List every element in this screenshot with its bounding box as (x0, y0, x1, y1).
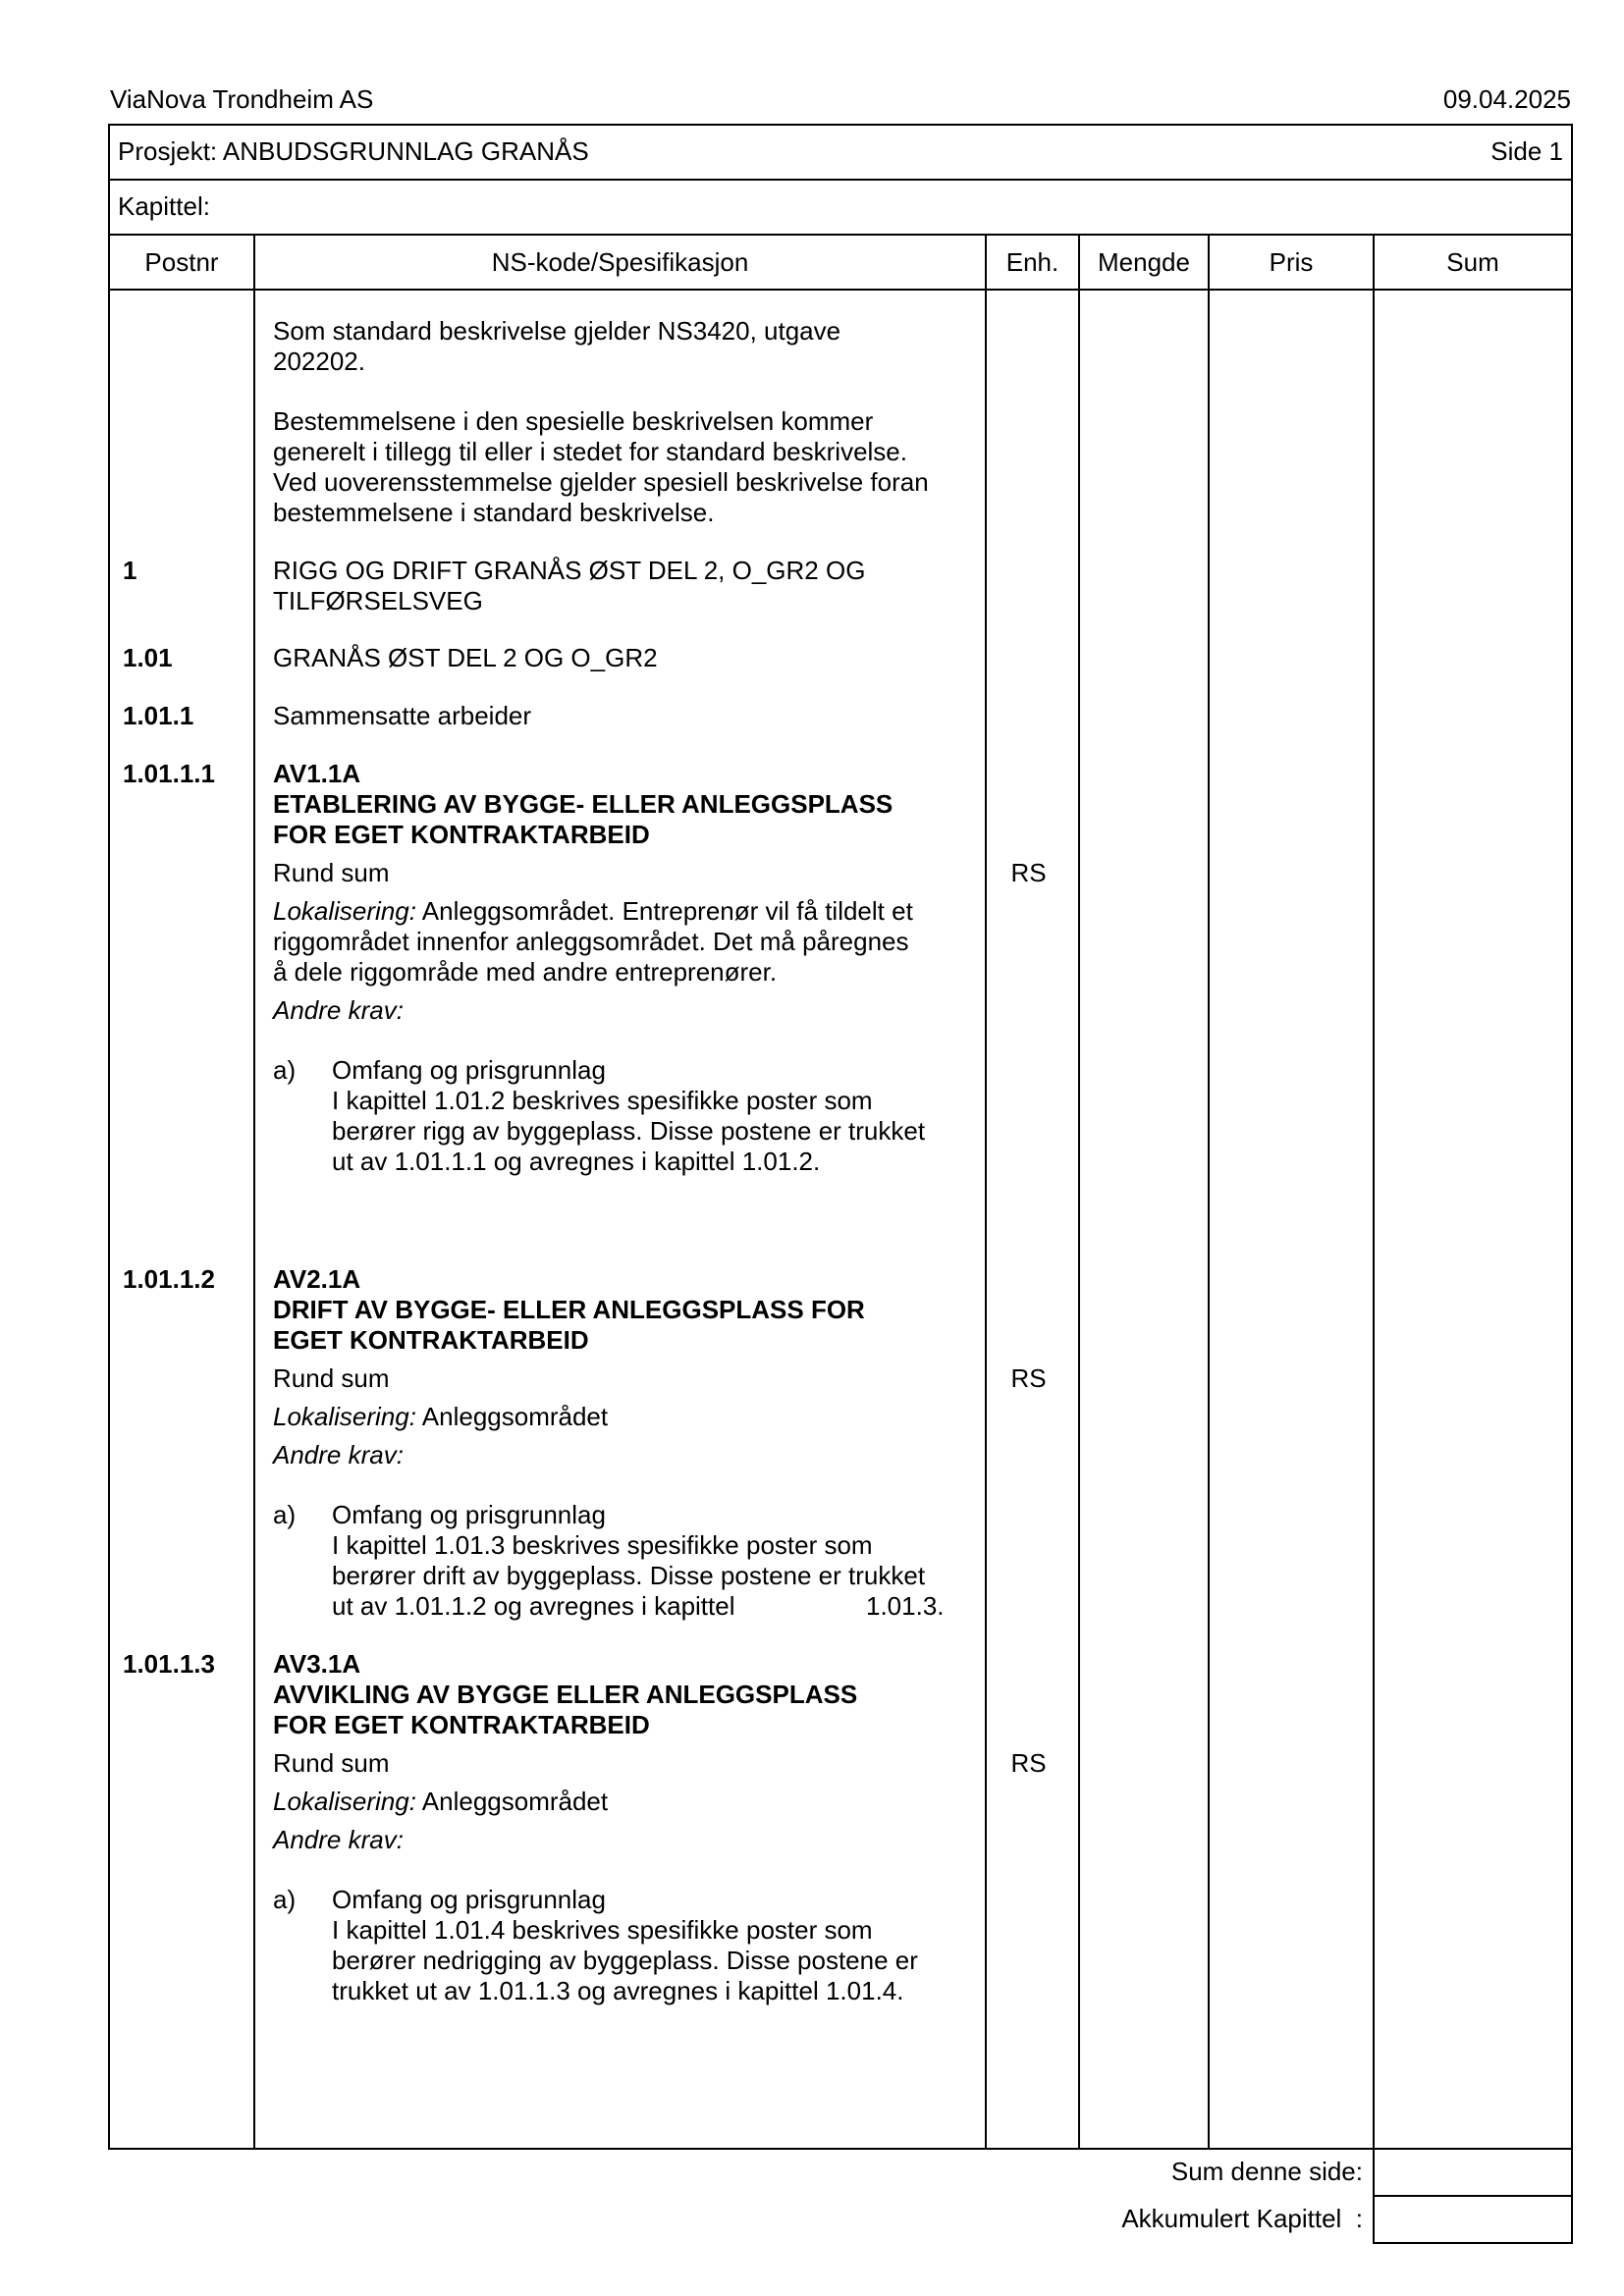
accumulated-label: Akkumulert Kapittel : (1121, 2204, 1363, 2233)
intro-line: Ved uoverensstemmelse gjelder spesiell beskrivelse foran (273, 467, 929, 497)
list-text: I kapittel 1.01.3 beskrives spesifikke poster som (332, 1530, 873, 1560)
ns-code: AV3.1A (273, 1649, 361, 1679)
item-title: ETABLERING AV BYGGE- ELLER ANLEGGSPLASS (273, 789, 893, 819)
andre-krav-label: Andre krav: (273, 1825, 404, 1854)
lokalisering-text: Anleggsområdet. Entreprenør vil få tildelt et (421, 896, 913, 926)
list-text: berører rigg av byggeplass. Disse postene er trukket (332, 1116, 926, 1146)
item-title: EGET KONTRAKTARBEID (273, 1325, 589, 1355)
lokalisering-text: å dele riggområde med andre entreprenører. (273, 957, 778, 987)
lokalisering-line (273, 1402, 982, 1432)
list-title: Omfang og prisgrunnlag (332, 1055, 606, 1085)
item-title: AVVIKLING AV BYGGE ELLER ANLEGGSPLASS (273, 1680, 858, 1709)
lokalisering-label: Lokalisering: (273, 1402, 416, 1431)
list-label: a) (273, 1055, 297, 1085)
ns-code: AV1.1A (273, 759, 361, 788)
andre-krav-label: Andre krav: (273, 995, 404, 1025)
list-text: trukket ut av 1.01.1.3 og avregnes i kapittel 1.01.4. (332, 1976, 904, 2005)
col-header-sum: Sum (1446, 247, 1499, 277)
project-title: Prosjekt: ANBUDSGRUNNLAG GRANÅS (118, 136, 589, 166)
lokalisering-line (273, 1787, 982, 1817)
post-number: 1.01 (123, 643, 173, 672)
list-label: a) (273, 1885, 297, 1914)
heading-text: RIGG OG DRIFT GRANÅS ØST DEL 2, O_GR2 OG (273, 556, 866, 585)
list-text: berører drift av byggeplass. Disse postene er trukket (332, 1561, 926, 1590)
list-title: Omfang og prisgrunnlag (332, 1885, 606, 1914)
item-title: DRIFT AV BYGGE- ELLER ANLEGGSPLASS FOR (273, 1295, 865, 1324)
accumulated-value (1375, 2197, 1571, 2242)
heading-text: TILFØRSELSVEG (273, 586, 483, 615)
col-header-spec: NS-kode/Spesifikasjon (491, 247, 749, 277)
list-text: ut av 1.01.1.2 og avregnes i kapittel (332, 1591, 735, 1621)
intro-line: 202202. (273, 347, 365, 376)
rund-sum: Rund sum (273, 1363, 390, 1393)
lokalisering-text: Anleggsområdet (421, 1402, 609, 1431)
col-header-quantity: Mengde (1098, 247, 1190, 277)
rund-sum: Rund sum (273, 1748, 390, 1778)
company-name: ViaNova Trondheim AS (110, 84, 374, 114)
post-number: 1.01.1.3 (123, 1649, 215, 1679)
lokalisering-text: riggområdet innenfor anleggsområdet. Det må påregnes (273, 927, 909, 956)
sum-page-value (1375, 2150, 1571, 2195)
post-number: 1 (123, 556, 137, 585)
list-label: a) (273, 1500, 297, 1529)
list-text: I kapittel 1.01.2 beskrives spesifikke poster som (332, 1086, 873, 1115)
list-text: berører nedrigging av byggeplass. Disse postene er (332, 1946, 918, 1975)
col-header-postnr: Postnr (144, 247, 219, 277)
post-number: 1.01.1 (123, 701, 194, 730)
list-title: Omfang og prisgrunnlag (332, 1500, 606, 1529)
list-text: ut av 1.01.1.1 og avregnes i kapittel 1.01.2. (332, 1147, 821, 1176)
page-number: Side 1 (1490, 136, 1563, 166)
item-title: FOR EGET KONTRAKTARBEID (273, 820, 650, 849)
unit-value: RS (1010, 1748, 1047, 1778)
post-number: 1.01.1.1 (123, 759, 215, 788)
document-date: 09.04.2025 (1442, 84, 1571, 114)
lokalisering-text: Anleggsområdet (421, 1787, 609, 1816)
sum-page-label: Sum denne side: (1170, 2157, 1363, 2186)
unit-value: RS (1010, 1363, 1047, 1393)
lokalisering-label: Lokalisering: (273, 896, 416, 926)
heading-text: GRANÅS ØST DEL 2 OG O_GR2 (273, 643, 658, 672)
intro-line: bestemmelsene i standard beskrivelse. (273, 498, 715, 527)
rund-sum: Rund sum (273, 858, 390, 887)
col-header-unit: Enh. (1005, 247, 1059, 277)
unit-value: RS (1010, 858, 1047, 887)
post-number: 1.01.1.2 (123, 1264, 215, 1294)
heading-text: Sammensatte arbeider (273, 701, 532, 730)
chapter-label: Kapittel: (118, 191, 210, 221)
col-header-price: Pris (1269, 247, 1314, 277)
intro-line: Som standard beskrivelse gjelder NS3420, utgave (273, 316, 841, 346)
andre-krav-label: Andre krav: (273, 1440, 404, 1469)
ns-code: AV2.1A (273, 1264, 361, 1294)
item-title: FOR EGET KONTRAKTARBEID (273, 1710, 650, 1739)
lokalisering-line (273, 896, 982, 927)
intro-line: Bestemmelsene i den spesielle beskrivelsen kommer (273, 406, 874, 436)
list-text: 1.01.3. (866, 1591, 945, 1621)
intro-line: generelt i tillegg til eller i stedet for standard beskrivelse. (273, 437, 907, 466)
list-text: I kapittel 1.01.4 beskrives spesifikke poster som (332, 1915, 873, 1945)
lokalisering-label: Lokalisering: (273, 1787, 416, 1816)
